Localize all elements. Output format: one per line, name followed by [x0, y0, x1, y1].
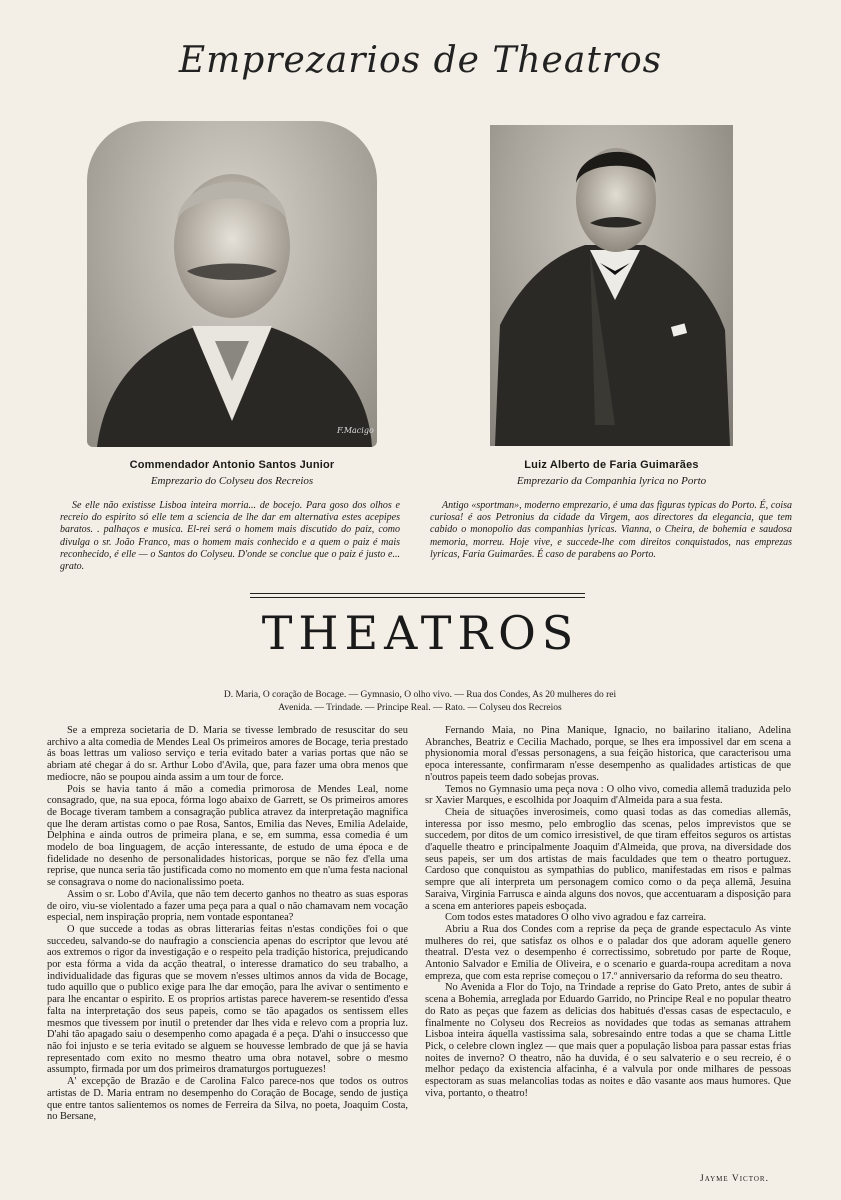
- divider-rule: [250, 593, 585, 594]
- article-paragraph: O que succede a todas as obras litterarias feitas n'estas condições foi o que succedeu, salvando-se do naufragio a consciencia apenas do escriptor que levou até aos extremos o rigor da investigação e o respeito pela tradição historica, prejudicando por esta fórma a vida da acção theatral, o interesse dramatico do seu trabalho, a individualidade das figuras que se movem n'esses ultimos annos da vida de Bocage, tudo aquillo que o publico exige para lhe dar emoção, para lhe avivar o sentimento e para lhe encantar o espirito. E os proprios artistas parece haverem-se resentido d'essa falta na interpretação dos seus papeis, como se tão apagados os sentissem elles mesmos que tivessem por inutil o pretender dar lhes vida e relevo com a propria luz. D'ahi tão apagado saiu o desempenho como apagada é a peça. D'ahi o insuccesso que não foi injusto e se teria evitado se alguem se houvesse lembrado de que já se havia representado com exito no mesmo theatro uma obra notavel, sobre o mesmo assumpto, firmada por um dos primeiros dramaturgos portuguezes!: [47, 923, 408, 1076]
- divider-rule: [250, 597, 585, 598]
- portrait-name-santos: Commendador Antonio Santos Junior: [129, 459, 335, 471]
- portrait-photo-santos: [87, 121, 377, 447]
- portrait-role-guimaraes: Emprezario da Companhia lyrica no Porto: [516, 475, 707, 487]
- article-paragraph: Pois se havia tanto á mão a comedia primorosa de Mendes Leal, nome consagrado, que, na sua epoca, fórma logo abaixo de Garrett, se Os primeiros amores de Bocage tiveram tambem a consagração publica atravez da interpretação magnifica que lhe deram artistas como o pae Rosa, Santos, Emilia das Neves, Emilia Adelaide, Delphina e ainda outros de primeira plana, e se, em summa, essa comedia é um modelo de boa linguagem, de acção interessante, de estudo de uma época e de fidelidade no desenho de personalidades historicas, porque se não fez d'ella uma reprise, que nunca seria tão justificada como no momento em que n'uma festa nacional se consagrava o nome do nacionalissimo poeta.: [47, 783, 408, 889]
- section-subtitle-line1: D. Maria, O coração de Bocage. — Gymnasio, O olho vivo. — Rua dos Condes, As 20 mulheres do rei: [223, 690, 617, 700]
- article-paragraph: Cheia de situações inverosimeis, como quasi todas as das comedias allemãs, interessa por isso mesmo, pelo embroglio das scenas, pelos imprevistos que se succedem, por ditos de um comico irresistivel, de que tiram effeitos seguros os artistas d'aquelle theatro e principalmente Joaquim d'Almeida, que prova, na diversidade dos seus papeis, ser um dos artistas de mais faculdades que tem o theatro portuguez. Cardoso que conquistou as sympathias do publico, manifestadas em risos e palmas sempre que ali interpreta um personagem comico como o da peça allemã, Jesuina Saraiva, Virginia Farrusca e ainda alguns dos novos, que accentuaram a disposição para a scena em anteriores papeis esboçada.: [425, 806, 791, 912]
- photo-credit: F.Macigo: [337, 426, 374, 435]
- portrait-role-santos: Emprezario do Colyseu dos Recreios: [150, 475, 314, 487]
- page-title: Emprezarios de Theatros: [178, 40, 663, 81]
- portrait-photo-guimaraes: [490, 125, 733, 446]
- portrait-bio-santos: Se elle não existisse Lisboa inteira morria... de bocejo. Para goso dos olhos e recreio do espirito só elle tem a sciencia de lhe dar em alternativa estes acepipes baratos. . palhaços e musica. El-rei será o homem mais discutido do paiz, como divulga o sr. João Franco, mas o homem mais conhecido e a quem o paiz é mais reconhecido, é elle — o Santos do Colyseu. D'onde se conclue que o paiz é justo e... grato.: [60, 500, 400, 573]
- portrait-name-guimaraes: Luiz Alberto de Faria Guimarães: [524, 459, 699, 471]
- author-signature: Jayme Victor.: [700, 1174, 769, 1184]
- article-paragraph: Assim o sr. Lobo d'Avila, que não tem decerto ganhos no theatro as suas esporas de oiro, viu-se violentado a fazer uma peça para a qual o não chamavam nem vocação especial, nem inspiração propria, nem vontade espontanea?: [47, 888, 408, 924]
- article-column-2: [425, 725, 791, 1100]
- article-paragraph: No Avenida a Flor do Tojo, na Trindade a reprise do Gato Preto, antes de subir á scena a Bohemia, arreglada por Eduardo Garrido, no Principe Real e no popular theatro do Rato as peças que fazem as delicias dos habitués d'essas casas de espectaculo, e finalmente no Colyseu dos Recreios as novidades que todas as semanas attrahem Lisboa inteira áquella vastissima sala, sobresaindo entre todas a que se chama Little Pick, o celebre clown inglez — que mais quer a população lisboa para passar estas frias noites de inverno? O theatro, não ha duvida, é o seu salvaterio e o seu recreio, é o melhor pedaço da existencia alfacinha, é a valvula por onde milhares de pessoas espectoram as suas melancolias todas as noites e dão vasante aos maus humores. Que viva, portanto, o theatro!: [425, 982, 791, 1099]
- article-paragraph: Temos no Gymnasio uma peça nova : O olho vivo, comedia allemã traduzida pelo sr Xavier Marques, e escolhida por Joaquim d'Almeida para a sua festa.: [425, 783, 791, 807]
- article-paragraph: Se a empreza societaria de D. Maria se tivesse lembrado de resuscitar do seu archivo a alta comedia de Mendes Leal Os primeiros amores de Bocage, teria prestado ás boas lettras um valioso serviço e teria evitado bater a varias portas que não se abriam até chegar á do sr. Arthur Lobo d'Avila, que, para fazer uma obra menos que mediocre, não se poupou ainda assim a um tour de force.: [47, 725, 408, 783]
- portrait-illustration: [490, 125, 733, 446]
- section-title: THEATROS: [261, 606, 580, 660]
- portrait-illustration: [87, 121, 377, 447]
- article-paragraph: Abriu a Rua dos Condes com a reprise da peça de grande espectaculo As vinte mulheres do rei, que satisfaz os olhos e o paladar dos que adoram aquelle genero theatral. D'esta vez o desempenho é correctissimo, sobretudo por parte de Roque, Antonio Salvador e Emilia de Oliveira, e o scenario e guarda-roupa acreditam a nova empreza, que com esta reprise começou o 17.º anniversario da reforma do seu theatro.: [425, 923, 791, 982]
- article-paragraph: Fernando Maia, no Pina Manique, Ignacio, no bailarino italiano, Adelina Abranches, Beatriz e Cecilia Machado, porque, se lhes era impossivel dar em scena a physionomia moral d'essas personagens, a sua feição historica, que caracterisou uma epoca interessante, confirmaram n'esse desempenho as qualidades artisticas de que n'outros papeis teem dado sobejas provas.: [425, 725, 791, 783]
- article-paragraph: A' excepção de Brazão e de Carolina Falco parece-nos que todos os outros artistas de D. Maria entram no desempenho do Coração de Bocage, sendo de justiça que entre tantos salientemos os nomes de Ferreira da Silva, no poeta, Joaquim Costa, no Bersane,: [47, 1076, 408, 1123]
- section-subtitle-line2: Avenida. — Trindade. — Principe Real. — Rato. — Colyseu dos Recreios: [278, 703, 562, 713]
- article-column-1: [47, 725, 408, 1123]
- portrait-bio-guimaraes: Antigo «sportman», moderno emprezario, é uma das figuras typicas do Porto. É, coisa curiosa! é aos Petronius da cidade da Virgem, aos directores da elegancia, que tem cabido o monopolio das companhias lyricas. Vianna, o Cheira, de bohemia e saudosa memoria, morreu. Hoje vive, e succede-lhe com direitos conquistados, nas emprezas lyricas, Faria Guimarães. É caso de parabens ao Porto.: [430, 500, 792, 560]
- article-paragraph: Com todos estes matadores O olho vivo agradou e faz carreira.: [445, 912, 707, 924]
